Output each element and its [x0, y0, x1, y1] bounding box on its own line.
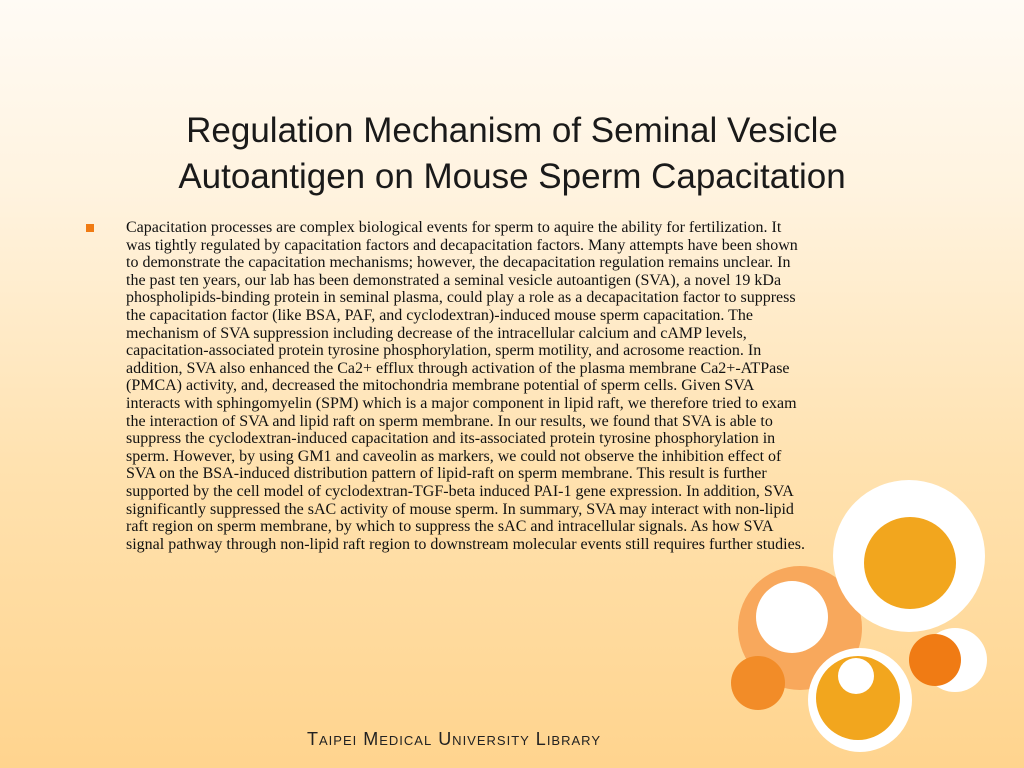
body-line: to demonstrate the capacitation mechanisms; however, the decapacitation regulation remains unclear. In: [126, 254, 791, 272]
body-line: interacts with sphingomyelin (SPM) which is a major component in lipid raft, we therefore tried to exam: [126, 394, 797, 412]
deco-circle-white-small: [923, 628, 987, 692]
body-line: supported by the cell model of cyclodextran-TGF-beta induced PAI-1 gene expression. In addition, SVA: [126, 482, 794, 500]
deco-circle-gold-ring: [816, 656, 900, 740]
body-line: mechanism of SVA suppression including decrease of the intracellular calcium and cAMP levels,: [126, 324, 747, 342]
deco-circle-orange-small: [909, 634, 961, 686]
body-line: (PMCA) activity, and, decreased the mitochondria membrane potential of sperm cells. Given SVA: [126, 377, 755, 395]
deco-circle-light-ring: [738, 566, 862, 690]
body-line: suppress the cyclodextran-induced capacitation and its-associated protein tyrosine phosphorylation in: [126, 430, 776, 448]
body-line: Capacitation processes are complex biological events for sperm to aquire the ability for fertilization. It: [126, 219, 782, 236]
body-line: signal pathway through non-lipid raft region to downstream molecular events still requires further studies.: [126, 535, 805, 553]
body-text: [126, 219, 1006, 553]
slide-title-line-1: Regulation Mechanism of Seminal Vesicle: [186, 111, 838, 150]
square-bullet-icon: [86, 224, 94, 232]
deco-circle-deep-orange: [731, 656, 785, 710]
deco-circle-white-bottom: [808, 648, 912, 752]
slide-title: [60, 108, 964, 200]
slide-title-line-2: Autoantigen on Mouse Sperm Capacitation: [178, 157, 846, 196]
body-line: raft region on sperm membrane, by which to suppress the sAC and intracellular signals. As how SVA: [126, 518, 774, 536]
body-line: significantly suppressed the sAC activity of mouse sperm. In summary, SVA may interact with non-lipid: [126, 500, 794, 518]
body-line: the past ten years, our lab has been demonstrated a seminal vesicle autoantigen (SVA), a novel 19 kDa: [126, 271, 782, 289]
body-line: the capacitation factor (like BSA, PAF, and cyclodextran)-induced mouse sperm capacitation. The: [126, 306, 753, 324]
deco-circle-gold-ring-center: [838, 658, 874, 694]
body-line: addition, SVA also enhanced the Ca2+ efflux through activation of the plasma membrane Ca2+-ATPase: [126, 359, 790, 377]
body-line: capacitation-associated protein tyrosine phosphorylation, sperm motility, and acrosome reaction. In: [126, 342, 762, 360]
footer-text: Taipei Medical University Library: [307, 729, 601, 749]
body-line: was tightly regulated by capacitation factors and decapacitation factors. Many attempts have been shown: [126, 236, 798, 254]
body-line: sperm. However, by using GM1 and caveolin as markers, we could not observe the inhibition effect of: [126, 447, 782, 465]
footer-library-name: [307, 729, 601, 750]
body-line: the interaction of SVA and lipid raft on sperm membrane. In our results, we found that SVA is able to: [126, 412, 773, 430]
body-line: phospholipids-binding protein in seminal plasma, could play a role as a decapacitation factor to suppress: [126, 289, 796, 307]
deco-circle-light-ring-center: [756, 581, 828, 653]
body-line: SVA on the BSA-induced distribution pattern of lipid-raft on sperm membrane. This result is further: [126, 465, 767, 483]
